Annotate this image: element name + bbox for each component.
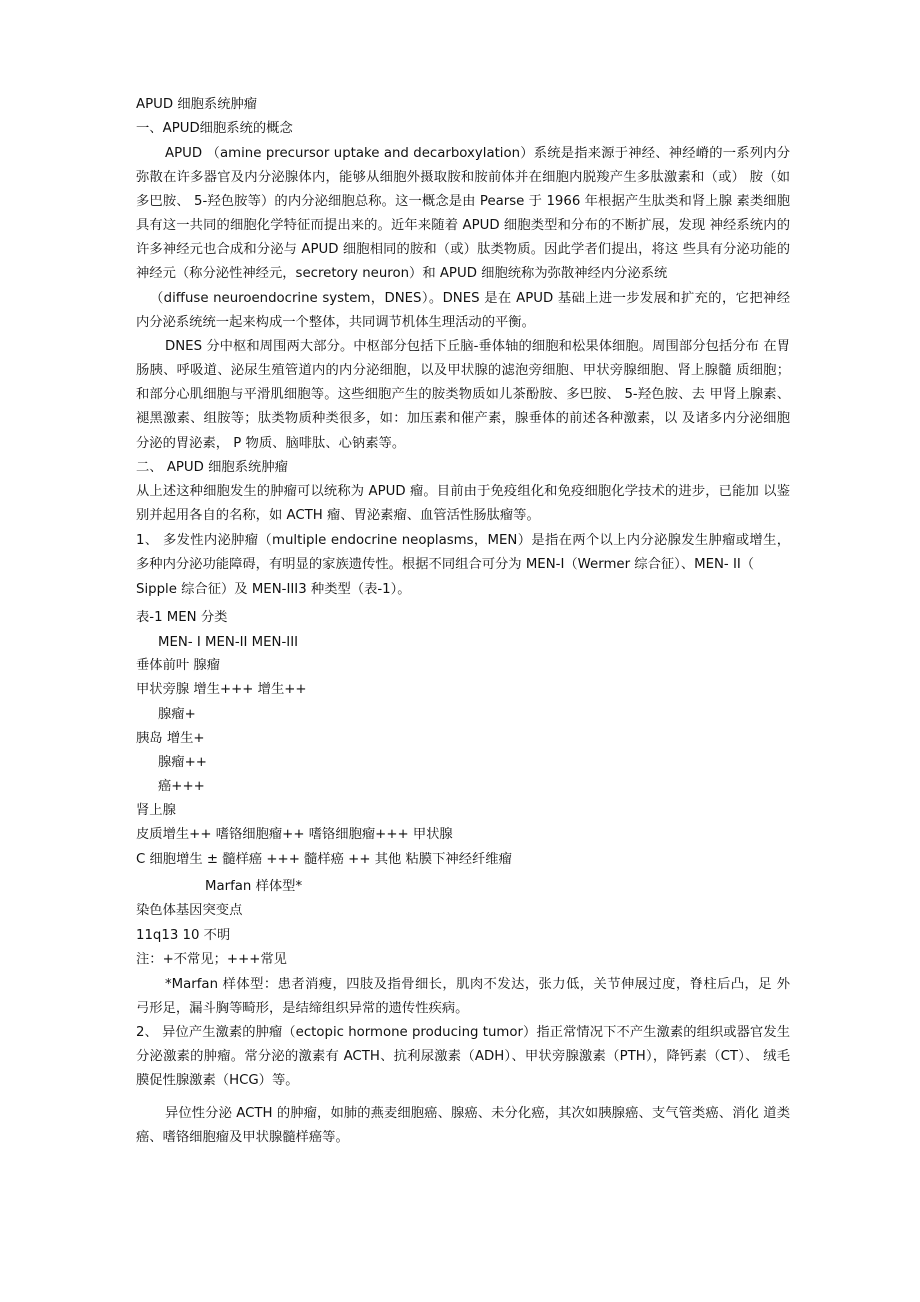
section-heading: 二、 APUD 细胞系统肿瘤 xyxy=(136,460,288,475)
paragraph-line: 神经元（称分泌性神经元，secretory neuron）和 APUD 细胞统称为弥散神经内分泌系统 xyxy=(136,266,668,281)
paragraph-line: 异位性分泌 ACTH 的肿瘤，如肺的燕麦细胞癌、腺癌、未分化癌，其次如胰腺癌、支气管类癌、消化 道类 xyxy=(165,1106,790,1121)
table-row: 腺瘤++ xyxy=(158,755,207,770)
paragraph-line: 多巴胺、 5-羟色胺等）的内分泌细胞总称。这一概念是由 Pearse 于 1966 年根据产生肽类和肾上腺 素类细胞 xyxy=(136,194,790,209)
paragraph-line: 分泌激素的肿瘤。常分泌的激素有 ACTH、抗利尿激素（ADH）、甲状旁腺激素（PTH），降钙素（CT）、 绒毛 xyxy=(136,1049,790,1064)
paragraph-line: 弓形足，漏斗胸等畸形，是结缔组织异常的遗传性疾病。 xyxy=(136,1001,469,1016)
paragraph-line: 别并起用各自的名称，如 ACTH 瘤、胃泌素瘤、血管活性肠肽瘤等。 xyxy=(136,508,540,523)
table-row: 肾上腺 xyxy=(136,803,176,818)
paragraph-line: 内分泌系统统一起来构成一个整体，共同调节机体生理活动的平衡。 xyxy=(136,315,535,330)
document-title: APUD 细胞系统肿瘤 xyxy=(136,97,258,112)
table-row: 11q13 10 不明 xyxy=(136,928,231,943)
paragraph-line: Sipple 综合征）及 MEN-III3 种类型（表-1）。 xyxy=(136,582,411,597)
paragraph-line: 分泌的胃泌素， P 物质、脑啡肽、心钠素等。 xyxy=(136,436,406,451)
paragraph-line: 弥散在许多器官及内分泌腺体内，能够从细胞外摄取胺和胺前体并在细胞内脱羧产生多肽激素和（或） 胺（如 xyxy=(136,170,790,185)
paragraph-line: 从上述这种细胞发生的肿瘤可以统称为 APUD 瘤。目前由于免疫组化和免疫细胞化学技术的进步，已能加 以鉴 xyxy=(136,484,790,499)
paragraph-line: 膜促性腺激素（HCG）等。 xyxy=(136,1073,299,1088)
table-row: 染色体基因突变点 xyxy=(136,903,243,918)
paragraph-line: 1、 多发性内泌肿瘤（multiple endocrine neoplasms，MEN）是指在两个以上内分泌腺发生肿瘤或增生， xyxy=(136,533,790,548)
table-row: 胰岛 增生+ xyxy=(136,731,205,746)
paragraph-line: 多种内分泌功能障碍，有明显的家族遗传性。根据不同组合可分为 MEN-I（Wermer 综合征）、MEN- II（ xyxy=(136,557,755,572)
paragraph-line: 癌、嗜铬细胞瘤及甲状腺髓样癌等。 xyxy=(136,1130,349,1145)
table-row: 腺瘤+ xyxy=(158,707,196,722)
paragraph-line: 和部分心肌细胞与平滑肌细胞等。这些细胞产生的胺类物质如儿茶酚胺、多巴胺、 5-羟色胺、去 甲肾上腺素、 xyxy=(136,387,790,402)
table-note: 注：+不常见；+++常见 xyxy=(136,952,287,967)
paragraph-line: 许多神经元也合成和分泌与 APUD 细胞相同的胺和（或）肽类物质。因此学者们提出，将这 些具有分泌功能的 xyxy=(136,242,790,257)
paragraph-line: 肠胰、呼吸道、泌尿生殖管道内的内分泌细胞，以及甲状腺的滤泡旁细胞、甲状旁腺细胞、肾上腺髓 质细胞； xyxy=(136,363,790,378)
table-row: 癌+++ xyxy=(158,779,205,794)
table-row: 甲状旁腺 增生+++ 增生++ xyxy=(136,682,307,697)
table-caption: 表-1 MEN 分类 xyxy=(136,610,228,625)
section-heading: 一、APUD细胞系统的概念 xyxy=(136,121,293,136)
table-row: 皮质增生++ 嗜铬细胞瘤++ 嗜铬细胞瘤+++ 甲状腺 xyxy=(136,827,453,842)
paragraph-line: APUD （amine precursor uptake and decarboxylation）系统是指来源于神经、神经嵴的一系列内分 xyxy=(165,146,790,161)
table-row: Marfan 样体型* xyxy=(205,879,303,894)
table-row: 垂体前叶 腺瘤 xyxy=(136,658,221,673)
paragraph-line: DNES 分中枢和周围两大部分。中枢部分包括下丘脑-垂体轴的细胞和松果体细胞。周围部分包括分布 在胃 xyxy=(165,339,790,354)
paragraph-line: 具有这一共同的细胞化学特征而提出来的。近年来随着 APUD 细胞类型和分布的不断扩展，发现 神经系统内的 xyxy=(136,218,790,233)
table-row: C 细胞增生 ± 髓样癌 +++ 髓样癌 ++ 其他 粘膜下神经纤维瘤 xyxy=(136,852,512,867)
paragraph-line: *Marfan 样体型：患者消瘦，四肢及指骨细长，肌肉不发达，张力低，关节伸展过度，脊柱后凸，足 外 xyxy=(165,977,790,992)
paragraph-line: 2、 异位产生激素的肿瘤（ectopic hormone producing tumor）指正常情况下不产生激素的组织或器官发生 xyxy=(136,1025,790,1040)
paragraph-line: （diffuse neuroendocrine system，DNES）。DNES 是在 APUD 基础上进一步发展和扩充的，它把神经 xyxy=(150,291,790,306)
table-header: MEN- I MEN-II MEN-III xyxy=(158,635,299,650)
paragraph-line: 褪黑激素、组胺等；肽类物质种类很多，如：加压素和催产素，腺垂体的前述各种激素，以 及诸多内分泌细胞 xyxy=(136,411,790,426)
